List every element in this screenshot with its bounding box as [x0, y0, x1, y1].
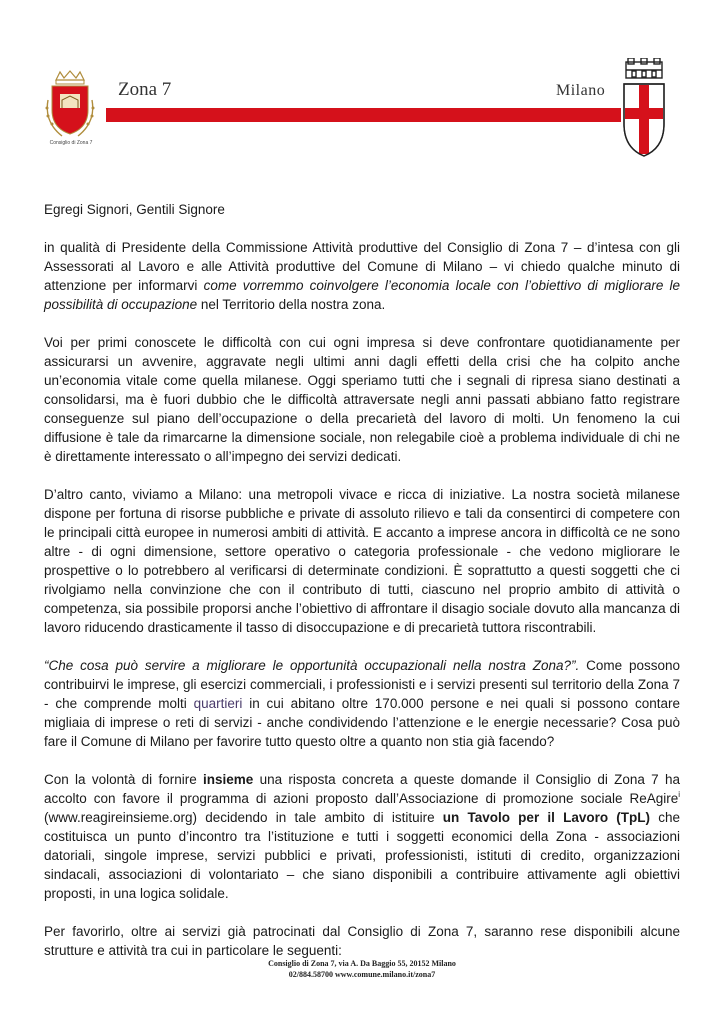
paragraph-tavolo-start: Con la volontà di fornire: [44, 772, 204, 787]
zona7-emblem-icon: [40, 70, 100, 150]
paragraph-closing: Per favorirlo, oltre ai servizi già patrocinati dal Consiglio di Zona 7, saranno rese disponibili alcune strutture e attività tra cui in particolare le seguenti:: [44, 924, 680, 958]
paragraph-tavolo-end: che costituisca un punto d’incontro tra l’istituzione e tutti i soggetti economici della Zona - associazioni datoriali, singole imprese, servizi pubblici e privati, professionisti, istituti di credito, organizzazioni sindacali, associazioni di volontariato – che siano disponibili a contribuire attivamente agli obiettivi proposti, in una logica solidale.: [44, 810, 680, 901]
paragraph-question-end: in cui abitano oltre 170.000 persone e nei quali si possono contare migliaia di imprese o reti di servizi - anche condividendo l’attenzione e le energie necessarie? Cosa può fare il Comune di Milano per favorire tutto questo oltre a quanto non stia già facendo?: [44, 696, 680, 749]
paragraph-difficulties: Voi per primi conoscete le difficoltà con cui ogni impresa si deve confrontare quotidianamente per assicurarsi un avvenire, aggravate negli ultimi anni dagli effetti della crisi che ha colpito anche un’economia vitale come quella milanese. Oggi speriamo tutti che i segnali di ripresa siano destinati a consolidarsi, ma è fuori dubbio che le difficoltà attraversate negli anni passati abbiano fatto registrare conseguenze sul piano dell’occupazione o della precarietà del lavoro di molti. Un fenomeno la cui diffusione è tale da rimarcarne la dimensione sociale, non relegabile cioè a problema individuale di chi ne è direttamente interessato o all’impegno dei servizi dedicati.: [44, 335, 680, 464]
footer-contact: 02/884.58700 www.comune.milano.it/zona7: [288, 970, 436, 979]
paragraph-intro-text: in qualità di Presidente della Commissione Attività produttive del Consiglio di Zona 7 – d’intesa con gli Assessorati al Lavoro e alle Attività produttive del Comune di Milano – vi chiedo qualche minuto di attenzione per informarvi: [44, 240, 680, 293]
paragraph-intro-end: nel Territorio della nostra zona.: [197, 297, 386, 312]
insieme-emphasis: insieme: [203, 772, 254, 787]
paragraph-question: [44, 656, 680, 751]
letterhead: [0, 0, 724, 160]
milano-coat-of-arms-icon: [622, 58, 666, 158]
quartieri-link[interactable]: quartieri: [193, 696, 243, 711]
milano-title: Milano: [556, 82, 606, 99]
paragraph-intro-emphasis: come vorremmo coinvolgere l’economia locale con l’obiettivo di migliorare le possibilità di occupazione: [44, 278, 681, 312]
salutation: Egregi Signori, Gentili Signore: [44, 202, 225, 217]
footer-address: Consiglio di Zona 7, via A. Da Baggio 55, 20152 Milano: [268, 959, 456, 968]
paragraph-question-text: Come possono contribuirvi le imprese, gli esercizi commerciali, i professionisti e i servizi presenti sul territorio della Zona 7 - che comprende molti: [44, 658, 680, 711]
footnote-marker[interactable]: i: [678, 790, 680, 799]
paragraph-tavolo: [44, 770, 680, 903]
paragraph-tavolo-website: (www.reagireinsieme.org) decidendo in tale ambito di istituire: [44, 810, 443, 825]
header-red-band: [106, 108, 621, 122]
zona-title: Zona 7: [118, 79, 172, 100]
footer: [0, 958, 724, 980]
paragraph-milano: D’altro canto, viviamo a Milano: una metropoli vivace e ricca di iniziative. La nostra società milanese dispone per fortuna di risorse pubbliche e private di assoluto rilievo e tali da consentirci di competere con le principali città europee in numerosi ambiti di attività. E accanto a imprese ancora in difficoltà ce ne sono altre - di ogni dimensione, settore operativo o categoria professionale - che vedono migliorare le prospettive o lo potrebbero al verificarsi di determinate condizioni. È soprattutto a questi soggetti che ci rivolgiamo nella convinzione che con il contributo di tutti, ciascuno nel proprio ambito di attività o competenza, sia possibile proporsi anche l’obiettivo di affrontare il disagio sociale dovuto alla mancanza di lavoro riducendo drasticamente il tasso di disoccupazione e di precarietà tuttora riscontrabili.: [44, 487, 680, 635]
tavolo-lavoro-emphasis: un Tavolo per il Lavoro (TpL): [442, 810, 651, 825]
logo-caption: Consiglio di Zona 7: [49, 140, 93, 146]
paragraph-intro: [44, 238, 680, 314]
paragraph-tavolo-text: una risposta concreta a queste domande il Consiglio di Zona 7 ha accolto con favore il programma di azioni proposto dall’Associazione di promozione sociale ReAgire: [44, 772, 680, 806]
paragraph-question-quote: “Che cosa può servire a migliorare le opportunità occupazionali nella nostra Zona?”.: [44, 658, 580, 673]
letter-body: [44, 200, 680, 979]
